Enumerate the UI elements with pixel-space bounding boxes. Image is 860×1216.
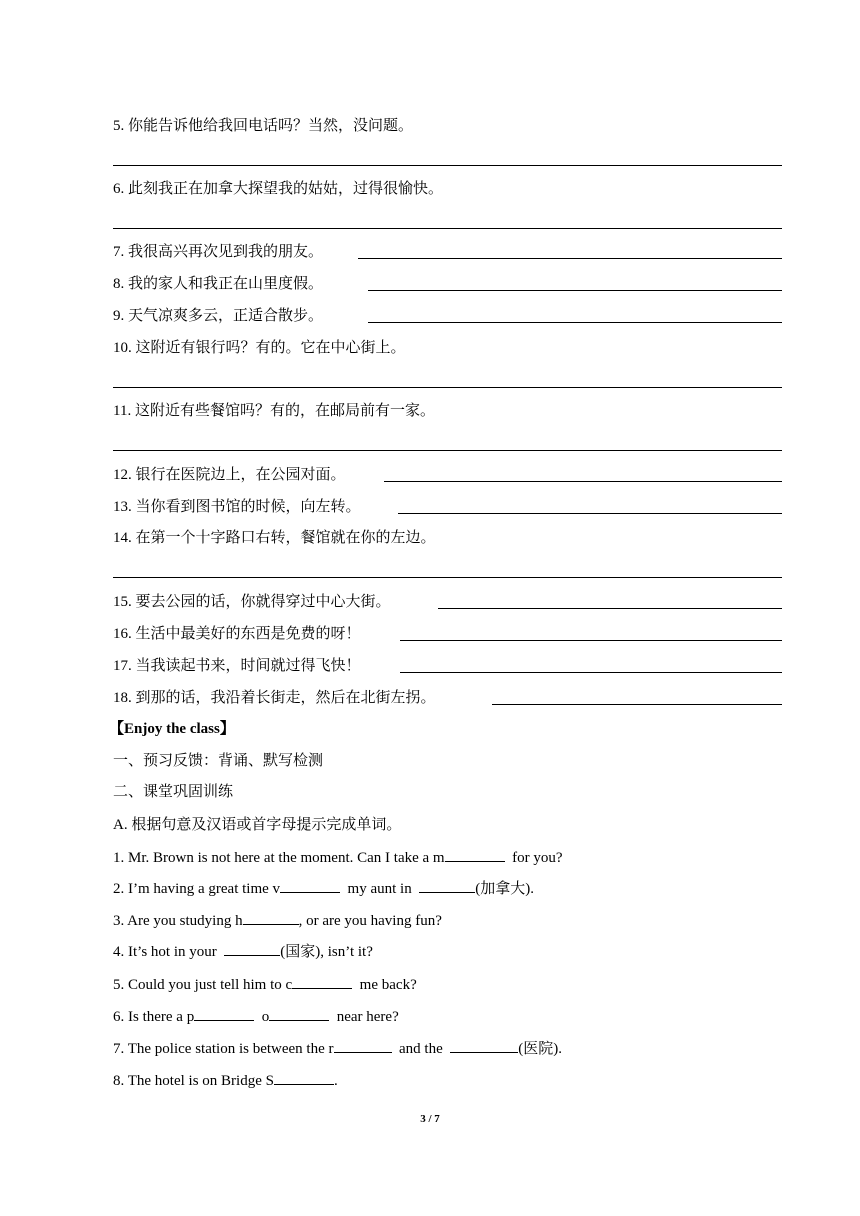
- item-text: 这附近有些餐馆吗？有的，在邮局前有一家。: [134, 403, 435, 419]
- item-number: 6.: [113, 181, 125, 197]
- question-text: me back?: [359, 977, 417, 993]
- translation-item-17: [113, 656, 361, 676]
- translation-item-15: [113, 592, 391, 612]
- item-number: 5.: [113, 118, 125, 134]
- item-number: 10.: [113, 340, 132, 356]
- exercise-question-8: [113, 1070, 338, 1091]
- item-text: 天气凉爽多云，正适合散步。: [128, 308, 324, 324]
- exercise-question-6: [113, 1006, 399, 1027]
- question-text: 4. It’s hot in your: [113, 944, 217, 960]
- question-text: 2. I’m having a great time v: [113, 881, 281, 897]
- question-text: 3. Are you studying h: [113, 913, 243, 929]
- exercise-question-1: [113, 847, 563, 868]
- translation-item-5: [113, 116, 413, 136]
- answer-line: [368, 290, 782, 291]
- answer-line: [113, 165, 782, 166]
- item-number: 14.: [113, 530, 132, 546]
- fill-blank[interactable]: [243, 910, 299, 925]
- part-two-heading: 二、课堂巩固训练: [113, 784, 234, 800]
- answer-line: [113, 450, 782, 451]
- item-text: 我很高兴再次见到我的朋友。: [128, 244, 324, 260]
- exercise-question-3: [113, 910, 442, 931]
- item-number: 16.: [113, 626, 132, 642]
- question-text: for you?: [512, 850, 563, 866]
- exercise-question-7: [113, 1038, 562, 1059]
- exercise-a-instruction: A. 根据句意及汉语或首字母提示完成单词。: [113, 817, 402, 833]
- item-text: 此刻我正在加拿大探望我的姑姑，过得很愉快。: [128, 181, 444, 197]
- fill-blank[interactable]: [194, 1006, 254, 1021]
- part-one-heading: 一、预习反馈：背诵、默写检测: [113, 753, 324, 769]
- answer-line: [384, 481, 782, 482]
- item-text: 银行在医院边上，在公园对面。: [135, 467, 346, 483]
- item-text: 你能告诉他给我回电话吗？当然，没问题。: [128, 118, 414, 134]
- fill-blank[interactable]: [334, 1038, 392, 1053]
- answer-line: [113, 577, 782, 578]
- question-text: (国家), isn’t it?: [280, 944, 373, 960]
- item-text: 在第一个十字路口右转，餐馆就在你的左边。: [135, 530, 436, 546]
- exercise-question-5: [113, 974, 417, 995]
- answer-line: [113, 228, 782, 229]
- answer-line: [492, 704, 782, 705]
- item-number: 7.: [113, 244, 125, 260]
- answer-line: [438, 608, 782, 609]
- translation-item-9: [113, 306, 323, 326]
- question-text: o: [261, 1009, 270, 1025]
- translation-item-18: [113, 688, 436, 708]
- item-number: 11.: [113, 403, 132, 419]
- item-number: 12.: [113, 467, 132, 483]
- item-text: 到那的话，我沿着长街走，然后在北街左拐。: [135, 690, 436, 706]
- item-text: 生活中最美好的东西是免费的呀！: [135, 626, 361, 642]
- item-number: 18.: [113, 690, 132, 706]
- item-number: 13.: [113, 499, 132, 515]
- exercise-question-4: [113, 941, 373, 962]
- answer-line: [368, 322, 782, 323]
- item-number: 8.: [113, 276, 125, 292]
- fill-blank[interactable]: [450, 1038, 518, 1053]
- translation-item-16: [113, 624, 361, 644]
- page-number: 3 / 7: [420, 1113, 440, 1125]
- translation-item-6: [113, 179, 443, 199]
- question-text: (医院).: [518, 1041, 562, 1057]
- item-number: 17.: [113, 658, 132, 674]
- item-text: 我的家人和我正在山里度假。: [128, 276, 324, 292]
- item-text: 要去公园的话，你就得穿过中心大街。: [135, 594, 391, 610]
- translation-item-10: [113, 338, 406, 358]
- answer-line: [113, 387, 782, 388]
- answer-line: [400, 672, 782, 673]
- item-number: 15.: [113, 594, 132, 610]
- fill-blank[interactable]: [224, 941, 280, 956]
- section-title: 【Enjoy the class】: [109, 721, 235, 737]
- question-text: 6. Is there a p: [113, 1009, 195, 1025]
- answer-line: [400, 640, 782, 641]
- fill-blank[interactable]: [445, 847, 505, 862]
- translation-item-13: [113, 497, 361, 517]
- item-number: 9.: [113, 308, 125, 324]
- question-text: 8. The hotel is on Bridge S: [113, 1073, 274, 1089]
- exercise-question-2: [113, 878, 534, 899]
- fill-blank[interactable]: [419, 878, 475, 893]
- fill-blank[interactable]: [274, 1070, 334, 1085]
- item-text: 当我读起书来，时间就过得飞快！: [135, 658, 361, 674]
- item-text: 当你看到图书馆的时候，向左转。: [135, 499, 361, 515]
- question-text: 1. Mr. Brown is not here at the moment. Can I take a m: [113, 850, 445, 866]
- answer-line: [358, 258, 782, 259]
- question-text: 5. Could you just tell him to c: [113, 977, 293, 993]
- translation-item-12: [113, 465, 346, 485]
- translation-item-14: [113, 528, 436, 548]
- fill-blank[interactable]: [292, 974, 352, 989]
- fill-blank[interactable]: [269, 1006, 329, 1021]
- question-text: (加拿大).: [475, 881, 534, 897]
- translation-item-11: [113, 401, 435, 421]
- answer-line: [398, 513, 782, 514]
- question-text: my aunt in: [347, 881, 412, 897]
- translation-item-8: [113, 274, 323, 294]
- question-text: and the: [399, 1041, 443, 1057]
- question-text: , or are you having fun?: [298, 913, 442, 929]
- question-text: .: [333, 1073, 338, 1089]
- fill-blank[interactable]: [280, 878, 340, 893]
- question-text: near here?: [336, 1009, 399, 1025]
- translation-item-7: [113, 242, 323, 262]
- item-text: 这附近有银行吗？有的。它在中心街上。: [135, 340, 406, 356]
- question-text: 7. The police station is between the r: [113, 1041, 334, 1057]
